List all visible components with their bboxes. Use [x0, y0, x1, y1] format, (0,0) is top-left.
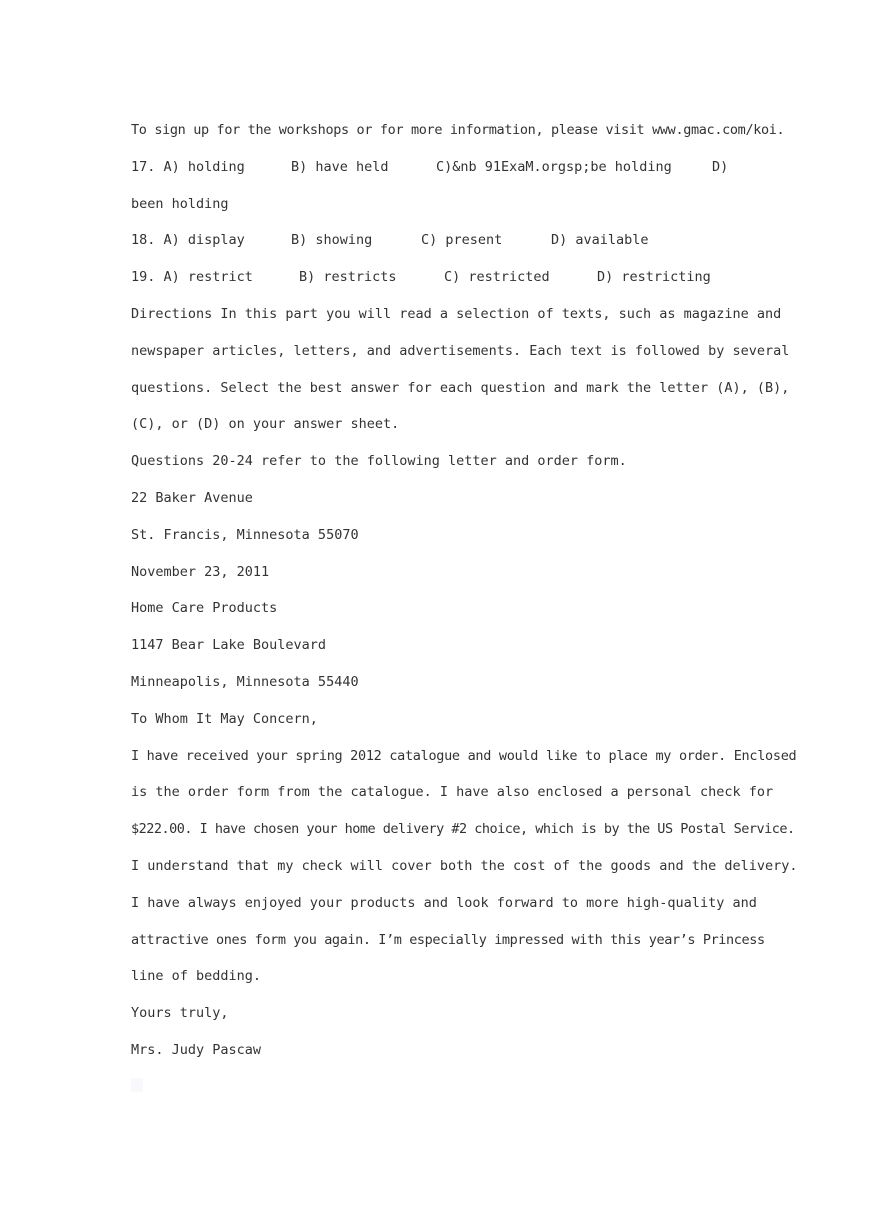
q17-option-d: D): [712, 158, 729, 175]
questions-reference: Questions 20-24 refer to the following letter and order form.: [131, 453, 627, 470]
q18-option-a: 18. A) display: [131, 232, 245, 249]
body-line-7: line of bedding.: [131, 968, 262, 985]
question-18-options: [131, 222, 743, 259]
directions-line-4: (C), or (D) on your answer sheet.: [131, 416, 400, 433]
faint-mark: [131, 1078, 143, 1092]
question-19-options: [131, 259, 743, 296]
q18-option-d: D) available: [551, 232, 649, 249]
body-line-4: I understand that my check will cover both the cost of the goods and the delivery.: [131, 857, 798, 874]
q19-option-c: C) restricted: [444, 269, 550, 286]
signature: Mrs. Judy Pascaw: [131, 1041, 262, 1058]
q17-option-b: B) have held: [291, 158, 389, 175]
salutation: To Whom It May Concern,: [131, 710, 318, 727]
document-content: [131, 112, 798, 1069]
q19-option-a: 19. A) restrict: [131, 269, 253, 286]
q18-option-b: B) showing: [291, 232, 373, 249]
sender-street: 22 Baker Avenue: [131, 489, 253, 506]
directions-line-3: questions. Select the best answer for each question and mark the letter (A), (B),: [131, 379, 790, 396]
recipient-street: 1147 Bear Lake Boulevard: [131, 637, 327, 654]
body-line-1: I have received your spring 2012 catalogue and would like to place my order. Enclosed: [131, 747, 797, 764]
directions-line-2: newspaper articles, letters, and advertisements. Each text is followed by several: [131, 342, 790, 359]
question-17-options: [131, 149, 743, 186]
q19-option-b: B) restricts: [299, 269, 397, 286]
body-line-2: is the order form from the catalogue. I have also enclosed a personal check for: [131, 784, 774, 801]
intro-line: To sign up for the workshops or for more information, please visit www.gmac.com/koi.: [131, 122, 785, 138]
q17-option-d-continued: been holding: [131, 195, 229, 212]
closing: Yours truly,: [131, 1005, 229, 1022]
q17-option-a: 17. A) holding: [131, 158, 245, 175]
body-line-3: $222.00. I have chosen your home delivery #2 choice, which is by the US Postal Service.: [131, 821, 795, 838]
q17-option-c: C)&nb 91ExaM.orgsp;be holding: [436, 158, 672, 175]
body-line-5: I have always enjoyed your products and look forward to more high-quality and: [131, 894, 757, 911]
recipient-city: Minneapolis, Minnesota 55440: [131, 673, 359, 690]
q18-option-c: C) present: [421, 232, 503, 249]
body-line-6: attractive ones form you again. I’m especially impressed with this year’s Princess: [131, 931, 765, 948]
letter-date: November 23, 2011: [131, 563, 270, 580]
directions-line-1: Directions In this part you will read a selection of texts, such as magazine and: [131, 305, 782, 322]
sender-city: St. Francis, Minnesota 55070: [131, 526, 359, 543]
q19-option-d: D) restricting: [597, 269, 711, 286]
recipient-company: Home Care Products: [131, 600, 278, 617]
